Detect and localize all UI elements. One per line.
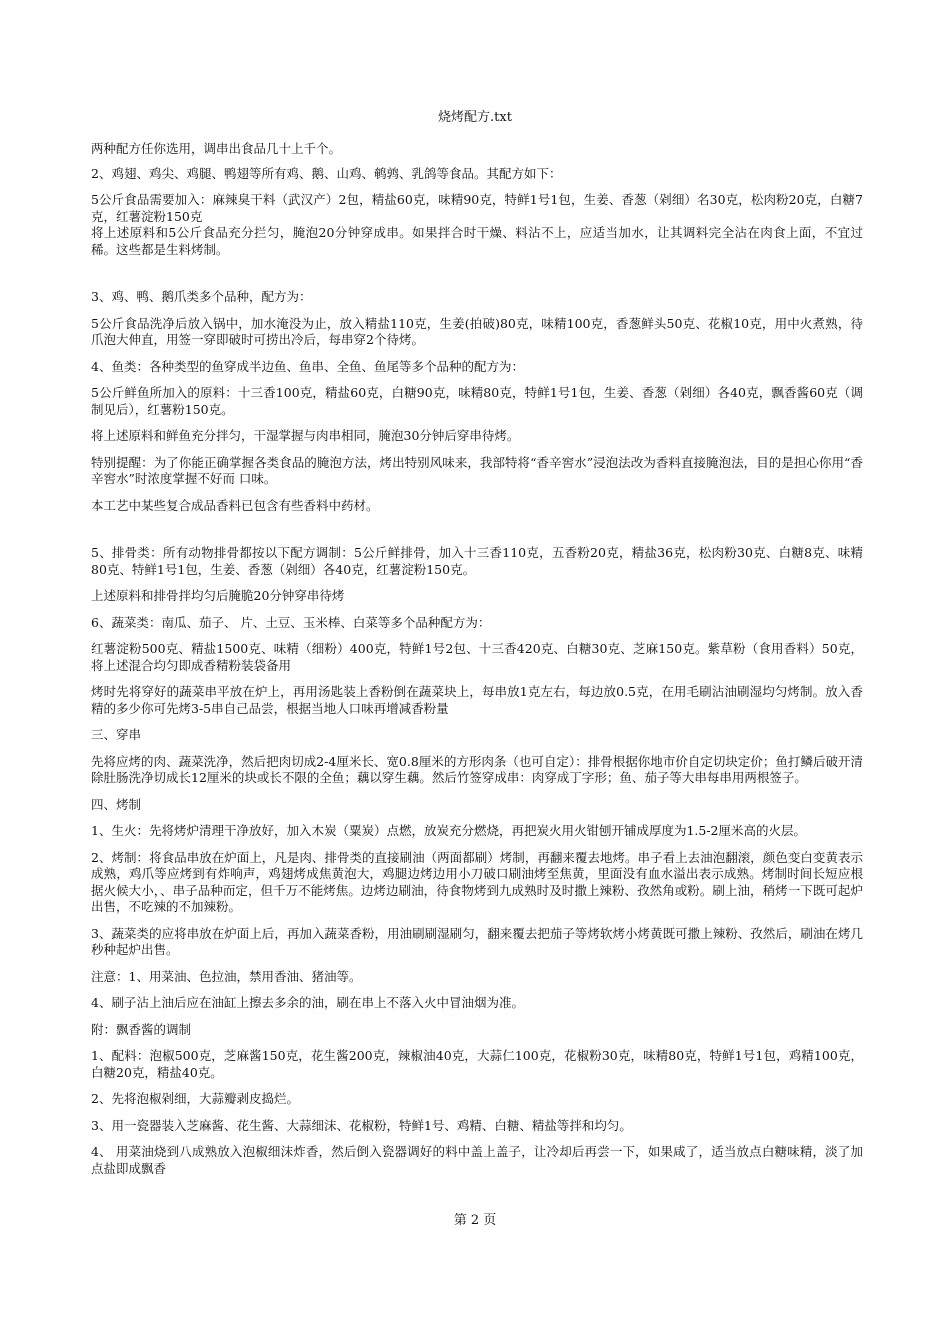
paragraph: 特别提醒：为了你能正确掌握各类食品的腌泡方法，烤出特别风味来，我部特将“香辛窖水”浸泡法改为香料直接腌泡法，目的是担心你用“香辛窖水”时浓度掌握不好而 口味。: [91, 454, 863, 486]
paragraph: 2、先将泡椒剁细，大蒜瓣剥皮捣烂。: [91, 1091, 299, 1106]
paragraph: 上述原料和排骨拌均匀后腌脆20分钟穿串待烤: [91, 588, 345, 603]
paragraph: 4、刷子沾上油后应在油缸上擦去多余的油，刷在串上不落入火中冒油烟为准。: [91, 995, 524, 1010]
paragraph: 4、 用菜油烧到八成熟放入泡椒细沫炸香，然后倒入瓷器调好的料中盖上盖子，让冷却后再尝一下，如果咸了，适当放点白糖味精，淡了加点盐即成飘香: [91, 1144, 863, 1176]
paragraph: 5公斤食品洗净后放入锅中，加水淹没为止，放入精盐110克，生姜(拍破)80克，味精100克，香葱鲜头50克、花椒10克，用中火煮熟，待爪泡大伸直，用签一穿即破时可捞出冷后，每串穿2个待烤。: [91, 315, 863, 347]
paragraph: 5公斤食品需要加入：麻辣臭干料（武汉产）2包，精盐60克，味精90克，特鲜1号1包，生姜、香葱（剁细）名30克，松肉粉20克，白糖7克，红薯淀粉150克 将上述原料和5公斤食品充分拦匀，腌泡20分钟穿成串。如果拌合时干燥、料沾不上，应适当加水，让其调料完全沾在肉食上面，不宜过稀。这些都是生料烤制。: [91, 192, 863, 257]
paragraph: 1、生火：先将烤炉清理干净放好，加入木炭（粟炭）点燃，放炭充分燃烧，再把炭火用火钳刨开铺成厚度为1.5-2厘米高的火层。: [91, 823, 807, 838]
page-number: 第 2 页: [453, 1213, 497, 1228]
paragraph: 先将应烤的肉、蔬菜洗净，然后把肉切成2-4厘米长、宽0.8厘米的方形肉条（也可自定）：排骨根据你地市价自定切块定价；鱼打鳞后破开清除肚肠洗净切成长12厘米的块或长不限的全鱼；藕以穿生藕。然后竹签穿成串：肉穿成丁字形；鱼、茄子等大串每串用两根签子。: [91, 753, 863, 785]
paragraph: 1、配料：泡椒500克，芝麻酱150克，花生酱200克，辣椒油40克，大蒜仁100克，花椒粉30克，味精80克，特鲜1号1包，鸡精100克，白糖20克，精盐40克。: [91, 1048, 863, 1080]
paragraph: 将上述原料和鲜鱼充分拌匀，干湿掌握与肉串相同，腌泡30分钟后穿串待烤。: [91, 428, 520, 443]
section-heading: 三、穿串: [91, 727, 142, 742]
paragraph: 3、用一瓷器装入芝麻酱、花生酱、大蒜细沫、花椒粉，特鲜1号、鸡精、白糖、精盐等拌和均匀。: [91, 1117, 632, 1133]
paragraph: 本工艺中某些复合成品香料已包含有些香料中药材。: [91, 497, 379, 513]
paragraph: 注意：1、用菜油、色拉油，禁用香油、猪油等。: [91, 968, 362, 984]
paragraph: 6、蔬菜类：南瓜、茄子、 片、土豆、玉米棒、白菜等多个品种配方为：: [91, 614, 491, 630]
paragraph: 3、鸡、鸭、鹅爪类多个品种，配方为：: [91, 289, 312, 304]
paragraph: 烤时先将穿好的蔬菜串平放在炉上，再用汤匙装上香粉倒在蔬菜块上，每串放1克左右，每边放0.5克，在用毛刷沾油刷湿均匀烤制。放入香精的多少你可先烤3-5串自己品尝，根据当地人口味再增减香粉量: [91, 684, 863, 716]
paragraph: 3、蔬菜类的应将串放在炉面上后，再加入蔬菜香粉，用油刷刷湿刷匀，翻来覆去把茄子等烤软烤小烤黄既可撒上辣粉、孜然后，刷油在烤几秒种起炉出售。: [91, 925, 863, 957]
section-heading: 四、烤制: [91, 796, 142, 812]
section-heading: 附：飘香酱的调制: [91, 1021, 192, 1037]
document-title: 烧烤配方.txt: [438, 110, 512, 125]
paragraph: 2、鸡翅、鸡尖、鸡腿、鸭翅等所有鸡、鹅、山鸡、鹌鹑、乳鸽等食品。其配方如下：: [91, 165, 562, 181]
paragraph: 5公斤鲜鱼所加入的原料：十三香100克，精盐60克，白糖90克，味精80克，特鲜1号1包，生姜、香葱（剁细）各40克，飘香酱60克（调制见后），红薯粉150克。: [91, 385, 863, 417]
paragraph: 5、排骨类：所有动物排骨都按以下配方调制：5公斤鲜排骨，加入十三香110克，五香粉20克，精盐36克，松肉粉30克、白糖8克、味精80克、特鲜1号1包，生姜、香葱（剁细）各40克，红薯淀粉150克。: [91, 545, 863, 577]
paragraph: 2、烤制：将食品串放在炉面上，凡是肉、排骨类的直接刷油（两面都刷）烤制，再翻来覆去地烤。串子看上去油泡翻滚，颜色变白变黄表示成熟，鸡爪等应烤到有炸响声，鸡翅烤成焦黄泡大，鸡腿边烤边用小刀破口刷油烤至焦黄，里面没有血水溢出表示成熟。烤制时间长短应根据火候大小，、串子品种而定，但千万不能烤焦。边烤边刷油，待食物烤到九成熟时及时撒上辣粉、孜然角或粉。刷上油，稍烤一下既可起炉出售，不吃辣的不加辣粉。: [91, 849, 863, 914]
paragraph: 两种配方任你选用，调串出食品几十上千个。: [91, 141, 342, 156]
paragraph: 4、鱼类：各种类型的鱼穿成半边鱼、鱼串、全鱼、鱼尾等多个品种的配方为：: [91, 358, 524, 374]
document-body: [91, 141, 863, 1187]
paragraph: 红薯淀粉500克、精盐1500克、味精（细粉）400克，特鲜1号2包、十三香420克、白糖30克、芝麻150克。紫草粉（食用香料）50克，将上述混合均匀即成香精粉装袋备用: [91, 641, 863, 673]
